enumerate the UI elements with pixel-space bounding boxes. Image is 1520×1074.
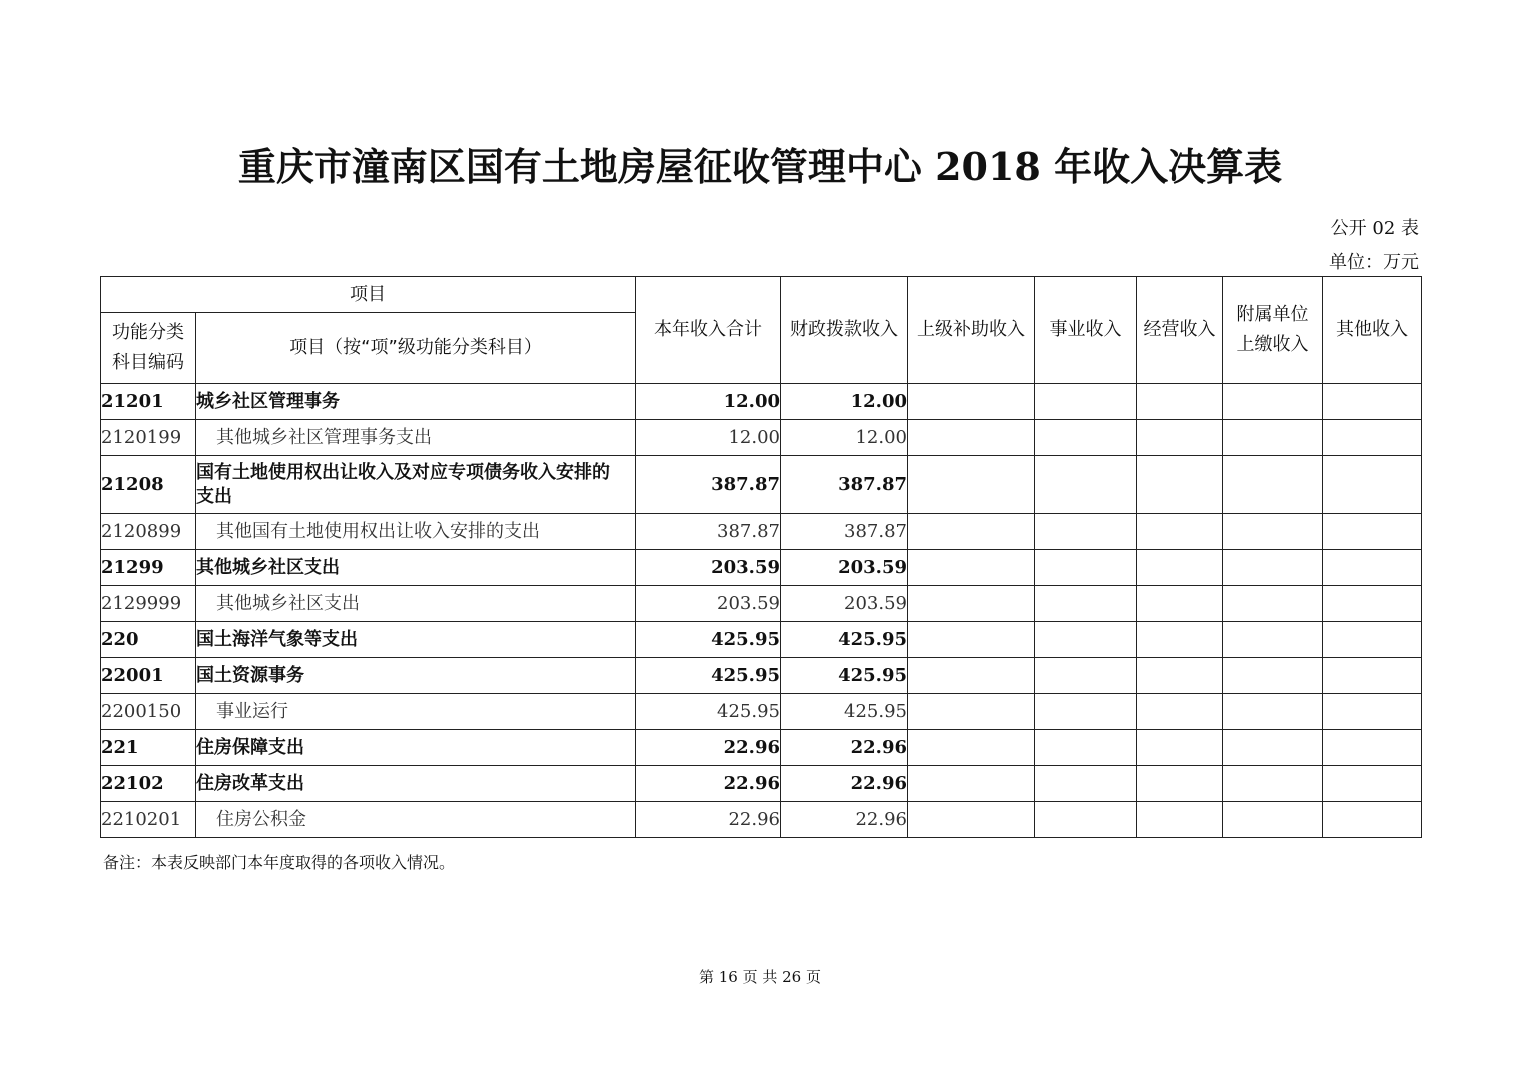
row-affiliate [1223, 766, 1323, 802]
row-code: 220 [101, 622, 196, 658]
row-superior [908, 730, 1035, 766]
row-fiscal: 387.87 [781, 456, 908, 514]
row-name: 其他城乡社区管理事务支出 [196, 420, 636, 456]
table-row [101, 658, 1422, 694]
row-name: 住房保障支出 [196, 730, 636, 766]
row-business [1035, 514, 1137, 550]
header-fiscal: 财政拨款收入 [781, 277, 908, 384]
row-fiscal: 425.95 [781, 622, 908, 658]
row-affiliate [1223, 586, 1323, 622]
row-code: 21201 [101, 384, 196, 420]
row-total: 203.59 [636, 550, 781, 586]
row-business [1035, 766, 1137, 802]
row-total: 203.59 [636, 586, 781, 622]
row-operation [1137, 622, 1223, 658]
row-fiscal: 12.00 [781, 420, 908, 456]
income-table [100, 276, 1422, 838]
row-superior [908, 622, 1035, 658]
row-total: 425.95 [636, 658, 781, 694]
page-number: 第 16 页 共 26 页 [698, 968, 821, 986]
row-code: 2210201 [101, 802, 196, 838]
row-business [1035, 586, 1137, 622]
row-business [1035, 420, 1137, 456]
row-business [1035, 550, 1137, 586]
row-fiscal: 22.96 [781, 730, 908, 766]
table-row [101, 694, 1422, 730]
row-business [1035, 802, 1137, 838]
row-affiliate [1223, 420, 1323, 456]
row-superior [908, 766, 1035, 802]
row-business [1035, 384, 1137, 420]
row-name: 国有土地使用权出让收入及对应专项债务收入安排的支出 [196, 456, 636, 514]
row-business [1035, 622, 1137, 658]
row-fiscal: 425.95 [781, 658, 908, 694]
header-operation: 经营收入 [1137, 277, 1223, 384]
header-affiliate: 附属单位上缴收入 [1223, 277, 1323, 384]
row-fiscal: 425.95 [781, 694, 908, 730]
row-fiscal: 22.96 [781, 766, 908, 802]
row-superior [908, 384, 1035, 420]
row-other [1323, 456, 1422, 514]
row-name: 国土资源事务 [196, 658, 636, 694]
row-superior [908, 420, 1035, 456]
row-superior [908, 550, 1035, 586]
row-business [1035, 730, 1137, 766]
footnote: 备注：本表反映部门本年度取得的各项收入情况。 [103, 853, 456, 872]
row-code: 22001 [101, 658, 196, 694]
row-code: 2120199 [101, 420, 196, 456]
table-row [101, 550, 1422, 586]
row-operation [1137, 586, 1223, 622]
header-other: 其他收入 [1323, 277, 1422, 384]
row-total: 425.95 [636, 694, 781, 730]
row-total: 22.96 [636, 730, 781, 766]
row-operation [1137, 514, 1223, 550]
table-row [101, 766, 1422, 802]
row-fiscal: 387.87 [781, 514, 908, 550]
table-row [101, 514, 1422, 550]
row-operation [1137, 694, 1223, 730]
row-affiliate [1223, 384, 1323, 420]
row-affiliate [1223, 802, 1323, 838]
row-total: 12.00 [636, 384, 781, 420]
row-name: 事业运行 [196, 694, 636, 730]
row-other [1323, 658, 1422, 694]
row-name: 住房公积金 [196, 802, 636, 838]
row-fiscal: 203.59 [781, 586, 908, 622]
row-code: 2129999 [101, 586, 196, 622]
row-fiscal: 12.00 [781, 384, 908, 420]
header-code: 功能分类科目编码 [101, 313, 196, 384]
row-other [1323, 730, 1422, 766]
row-other [1323, 694, 1422, 730]
row-business [1035, 456, 1137, 514]
row-total: 425.95 [636, 622, 781, 658]
row-name: 城乡社区管理事务 [196, 384, 636, 420]
row-fiscal: 203.59 [781, 550, 908, 586]
row-code: 221 [101, 730, 196, 766]
form-number: 公开 02 表 [1330, 218, 1419, 239]
row-operation [1137, 766, 1223, 802]
row-affiliate [1223, 622, 1323, 658]
row-superior [908, 586, 1035, 622]
row-other [1323, 766, 1422, 802]
row-other [1323, 586, 1422, 622]
row-superior [908, 456, 1035, 514]
row-superior [908, 514, 1035, 550]
table-row [101, 456, 1422, 514]
row-code: 21299 [101, 550, 196, 586]
row-business [1035, 694, 1137, 730]
table-row [101, 384, 1422, 420]
header-name: 项目（按“项”级功能分类科目） [196, 313, 636, 384]
table-row [101, 802, 1422, 838]
row-superior [908, 802, 1035, 838]
table-row [101, 730, 1422, 766]
table-row [101, 420, 1422, 456]
row-name: 住房改革支出 [196, 766, 636, 802]
row-name: 其他城乡社区支出 [196, 586, 636, 622]
row-operation [1137, 658, 1223, 694]
header-project: 项目 [101, 277, 636, 313]
row-operation [1137, 730, 1223, 766]
row-affiliate [1223, 730, 1323, 766]
row-total: 22.96 [636, 766, 781, 802]
row-superior [908, 694, 1035, 730]
row-business [1035, 658, 1137, 694]
row-code: 22102 [101, 766, 196, 802]
row-operation [1137, 550, 1223, 586]
row-total: 12.00 [636, 420, 781, 456]
row-other [1323, 622, 1422, 658]
row-total: 387.87 [636, 456, 781, 514]
row-operation [1137, 802, 1223, 838]
unit-label: 单位：万元 [1329, 252, 1419, 273]
row-total: 387.87 [636, 514, 781, 550]
row-name: 其他城乡社区支出 [196, 550, 636, 586]
row-other [1323, 384, 1422, 420]
row-other [1323, 550, 1422, 586]
row-total: 22.96 [636, 802, 781, 838]
row-fiscal: 22.96 [781, 802, 908, 838]
row-operation [1137, 456, 1223, 514]
table-row [101, 622, 1422, 658]
header-total: 本年收入合计 [636, 277, 781, 384]
row-code: 21208 [101, 456, 196, 514]
header-row-1 [101, 277, 1422, 313]
page-title: 重庆市潼南区国有土地房屋征收管理中心 2018 年收入决算表 [237, 144, 1283, 189]
row-operation [1137, 420, 1223, 456]
header-business: 事业收入 [1035, 277, 1137, 384]
row-affiliate [1223, 456, 1323, 514]
row-other [1323, 420, 1422, 456]
header-superior: 上级补助收入 [908, 277, 1035, 384]
row-code: 2200150 [101, 694, 196, 730]
row-affiliate [1223, 550, 1323, 586]
row-affiliate [1223, 514, 1323, 550]
row-name: 其他国有土地使用权出让收入安排的支出 [196, 514, 636, 550]
row-code: 2120899 [101, 514, 196, 550]
row-affiliate [1223, 694, 1323, 730]
row-other [1323, 802, 1422, 838]
row-name: 国土海洋气象等支出 [196, 622, 636, 658]
row-affiliate [1223, 658, 1323, 694]
row-operation [1137, 384, 1223, 420]
row-other [1323, 514, 1422, 550]
row-superior [908, 658, 1035, 694]
table-row [101, 586, 1422, 622]
